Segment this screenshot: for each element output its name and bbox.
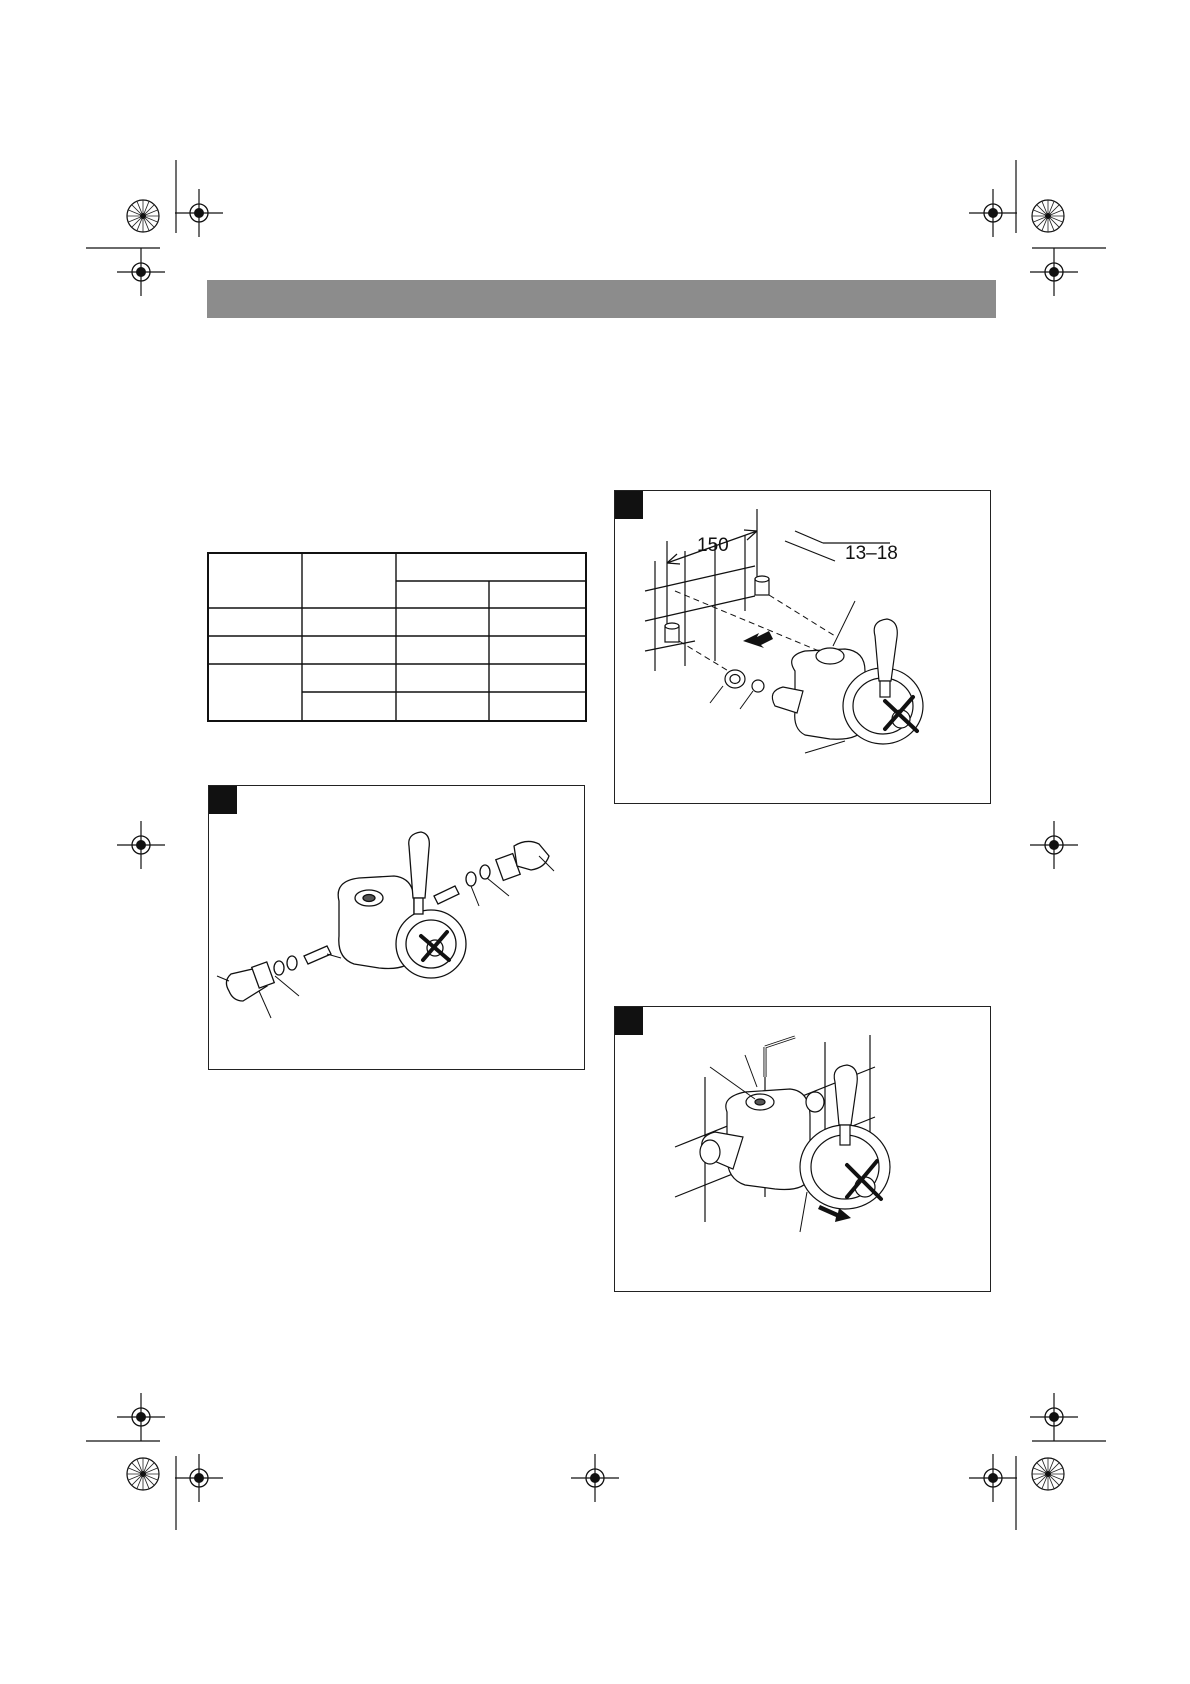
secure-hex-key-drawing — [615, 1007, 992, 1293]
figure-exploded-view — [208, 785, 585, 1070]
exploded-view-drawing — [209, 786, 586, 1071]
figure-secure-hex-key — [614, 1006, 991, 1292]
dimension-13-18: 13–18 — [845, 543, 898, 564]
specification-table — [207, 552, 587, 722]
header-bar — [207, 280, 996, 318]
dimension-150: 150 — [697, 535, 729, 556]
wall-mount-drawing — [615, 491, 992, 805]
figure-wall-mount — [614, 490, 991, 804]
